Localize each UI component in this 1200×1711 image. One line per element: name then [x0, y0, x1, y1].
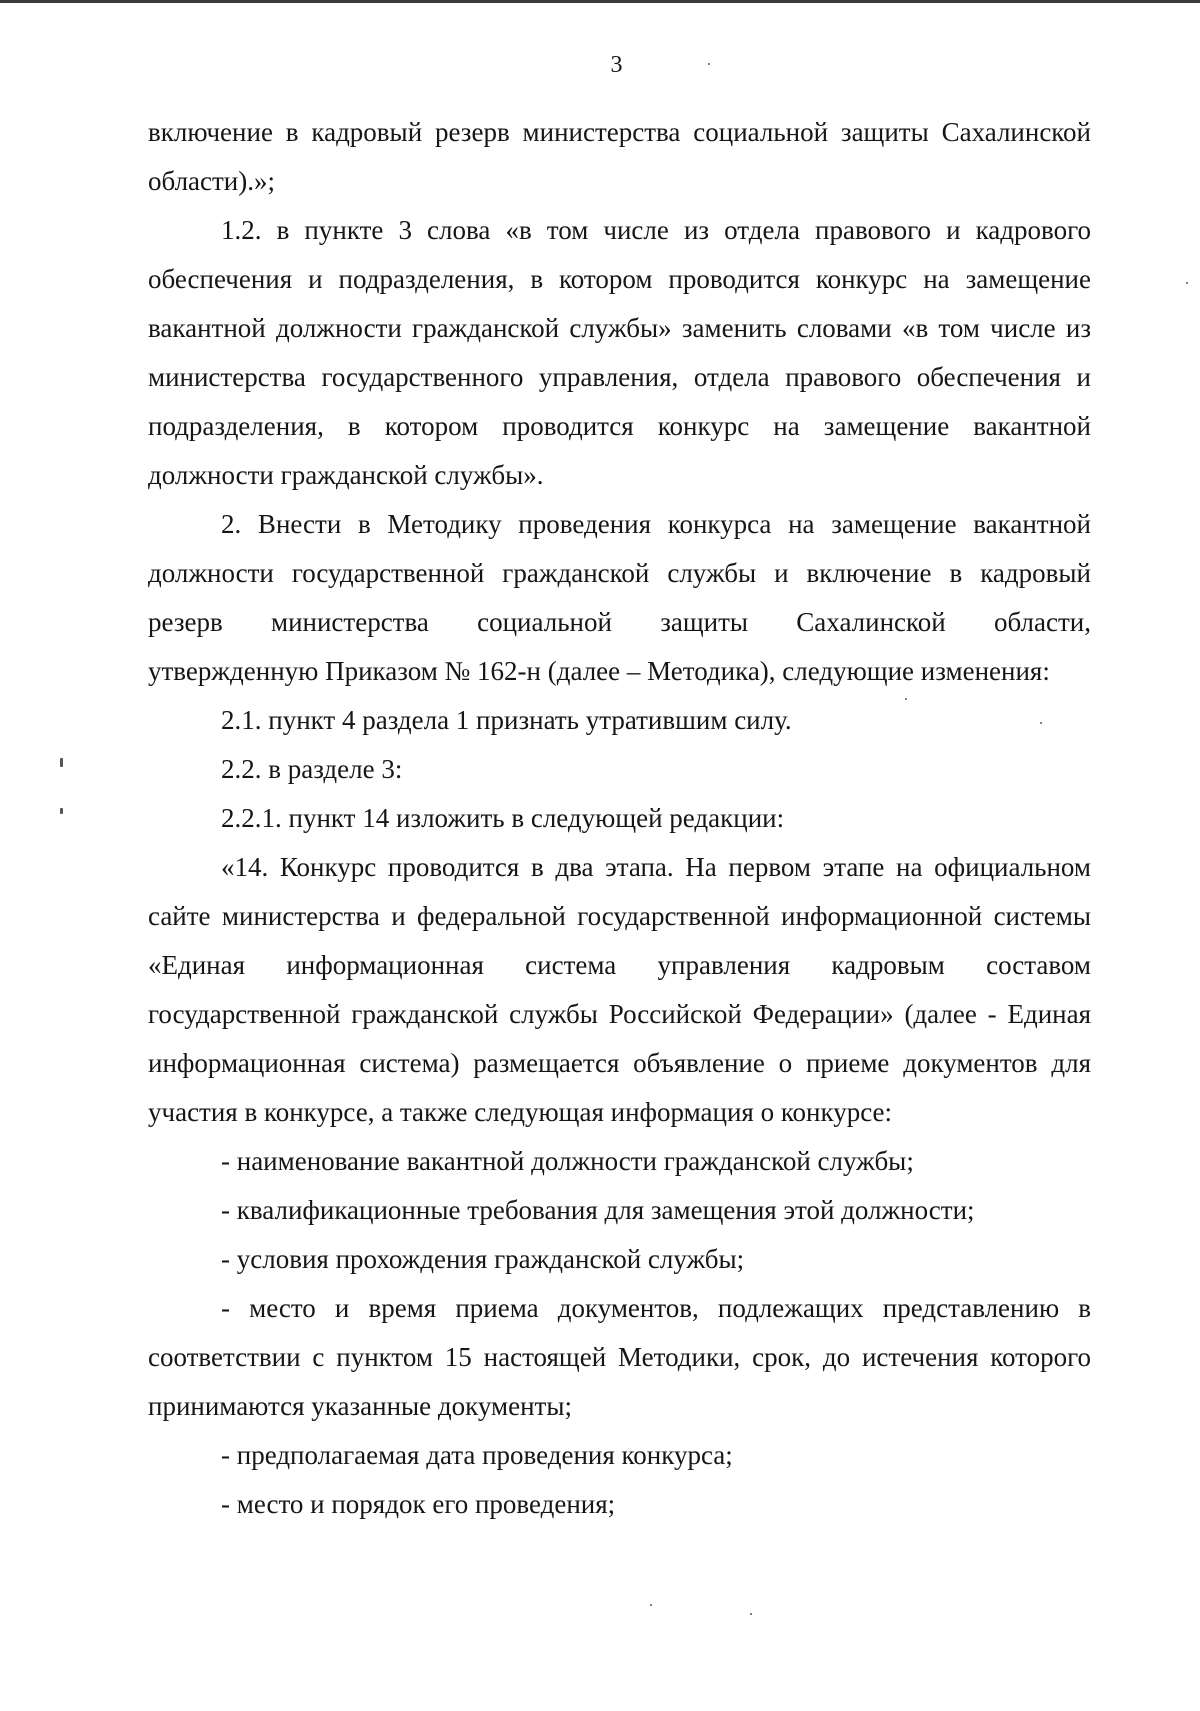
paragraph-1-2: 1.2. в пункте 3 слова «в том числе из отдела правового и кадрового обеспечения и подразделения, в котором проводится конкурс на замещение вакантной должности гражданской службы» заменить словами «в том числе из министерства государственного управления, отдела правового обеспечения и подразделения, в котором проводится конкурс на замещение вакантной должности гражданской службы».: [148, 215, 1091, 490]
scan-speck: [60, 808, 63, 814]
scan-speck: [650, 1604, 652, 1606]
scan-speck: [905, 698, 907, 700]
paragraph-2-start: 2. Внести в Методику проведения конкурса на замещение вакантной должности государственной гражданской службы и включение в кадровый: [148, 509, 1091, 588]
paragraph-14: «14. Конкурс проводится в два этапа. На первом этапе на официальном сайте министерства и федеральной государственной информационной системы «Единая информационная система управления кадровым составом государственной гражданской службы Российской Федерации» (далее - Единая информационная система) размещается объявление о приеме документов для участия в конкурсе, а также следующая информация о конкурсе:: [148, 852, 1091, 1127]
list-item-service-conditions: - условия прохождения гражданской службы;: [221, 1244, 745, 1274]
paragraph-2-2: 2.2. в разделе 3:: [221, 754, 403, 784]
paragraph-2-1: 2.1. пункт 4 раздела 1 признать утратившим силу.: [221, 705, 792, 735]
list-item-document-reception: - место и время приема документов, подлежащих представлению в соответствии с пунктом 15 настоящей Методики, срок, до истечения которого принимаются указанные документы;: [148, 1293, 1091, 1421]
scan-top-edge: [0, 0, 1200, 3]
paragraph-2-middle: резерв министерства социальной защиты Сахалинской области,: [148, 607, 1091, 637]
list-item-contest-date: - предполагаемая дата проведения конкурса;: [221, 1440, 733, 1470]
list-item-contest-place: - место и порядок его проведения;: [221, 1489, 616, 1519]
paragraph-2-2-1: 2.2.1. пункт 14 изложить в следующей редакции:: [221, 803, 785, 833]
scan-speck: [1186, 282, 1188, 284]
scan-speck: [750, 1613, 752, 1615]
list-item-qualification: - квалификационные требования для замещения этой должности;: [221, 1195, 975, 1225]
scan-speck: [708, 63, 710, 65]
paragraph-2-end: утвержденную Приказом № 162-н (далее – Методика), следующие изменения:: [148, 656, 1050, 686]
scan-speck: [60, 758, 63, 767]
page-number: 3: [610, 52, 623, 78]
paragraph-continuation: включение в кадровый резерв министерства социальной защиты Сахалинской области).»;: [148, 117, 1091, 196]
scan-speck: [1040, 722, 1042, 724]
list-item-position-name: - наименование вакантной должности гражданской службы;: [221, 1146, 914, 1176]
document-body: [148, 108, 1091, 1529]
